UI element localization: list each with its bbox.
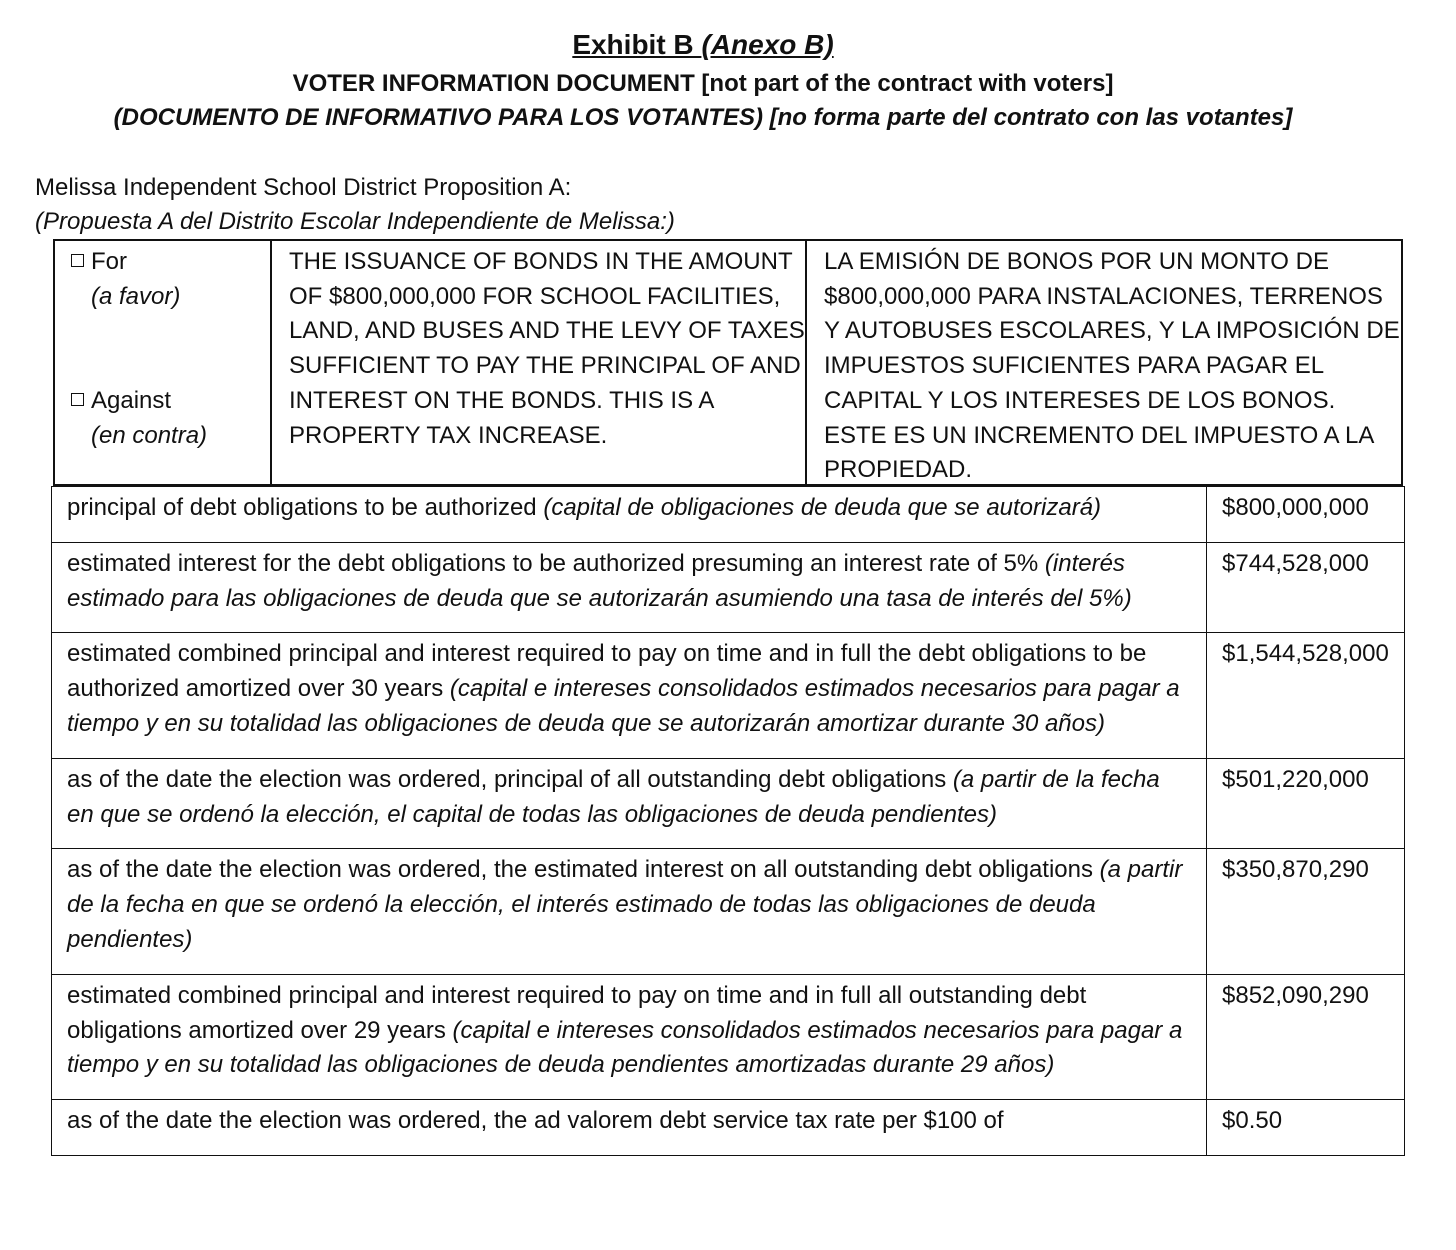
exhibit-title-en: Exhibit B <box>572 29 702 60</box>
row-label <box>52 974 1207 1099</box>
ballot-table <box>53 239 1403 486</box>
ballot-choice-cell <box>55 241 272 484</box>
row-amount: $501,220,000 <box>1207 758 1405 849</box>
label-spanish: (capital e intereses consolidados estimados necesarios para pagar a tiempo y en su totalidad las obligaciones de deuda que se autorizarán amortizar durante 30 años) <box>67 675 1180 737</box>
row-amount: $0.50 <box>1207 1100 1405 1156</box>
row-amount: $852,090,290 <box>1207 974 1405 1099</box>
row-amount: $1,544,528,000 <box>1207 633 1405 758</box>
proposition-heading: Melissa Independent School District Proposition A: <box>35 174 572 201</box>
row-amount: $800,000,000 <box>1207 487 1405 543</box>
label-spanish: (interés estimado para las obligaciones de deuda que se autorizarán asumiendo una tasa de interés del 5%) <box>67 549 1132 612</box>
document-title: VOTER INFORMATION DOCUMENT [not part of the contract with voters] <box>292 70 1114 97</box>
table-row <box>52 487 1405 543</box>
label-english: as of the date the election was ordered, the ad valorem debt service tax rate per $100 of <box>67 1107 1004 1135</box>
label-english: principal of debt obligations to be authorized <box>67 494 544 521</box>
row-label <box>52 633 1207 758</box>
exhibit-title-es: (Anexo B) <box>701 29 834 60</box>
ballot-choice-for[interactable] <box>71 245 270 314</box>
row-label <box>52 758 1207 849</box>
table-row <box>52 849 1405 974</box>
debt-information-table <box>51 486 1405 1156</box>
for-label-spanish: (a favor) <box>91 282 181 310</box>
proposition-heading-spanish: (Propuesta A del Distrito Escolar Independiente de Melissa:) <box>35 208 675 235</box>
table-row <box>52 1100 1405 1156</box>
against-label: Against <box>91 387 172 414</box>
ballot-text-spanish: LA EMISIÓN DE BONOS POR UN MONTO DE $800,000,000 PARA INSTALACIONES, TERRENOS Y AUTOBUSES ESCOLARES, Y LA IMPOSICIÓN DE IMPUESTOS SUFICIENTES PARA PAGAR EL CAPITAL Y LOS INTERESES DE LOS BONOS. ESTE ES UN INCREMENTO DEL IMPUESTO A LA PROPIEDAD. <box>824 248 1400 484</box>
label-english: estimated combined principal and interest required to pay on time and in full all outstanding debt obligations amortized over 29 years <box>67 981 1087 1044</box>
label-spanish: (a partir de la fecha en que se ordenó la elección, el interés estimado de todas las obligaciones de deuda pendientes) <box>67 856 1183 953</box>
label-english: estimated interest for the debt obligations to be authorized presuming an interest rate of 5% <box>67 549 1045 577</box>
row-label <box>52 542 1207 633</box>
label-spanish: (capital e intereses consolidados estimados necesarios para pagar a tiempo y en su totalidad las obligaciones de deuda pendientes amortizadas durante 29 años) <box>67 1016 1183 1079</box>
table-row <box>52 542 1405 633</box>
checkbox-for[interactable] <box>71 254 84 267</box>
for-label: For <box>91 248 127 275</box>
row-amount: $744,528,000 <box>1207 542 1405 633</box>
table-row <box>52 974 1405 1099</box>
against-label-spanish: (en contra) <box>91 421 208 449</box>
exhibit-title <box>0 28 1406 62</box>
label-english: estimated combined principal and interest required to pay on time and in full the debt obligations to be authorized amortized over 30 years <box>67 640 1147 703</box>
ballot-choice-against[interactable] <box>71 384 207 453</box>
row-label <box>52 1100 1207 1156</box>
row-label <box>52 487 1207 543</box>
checkbox-against[interactable] <box>71 393 84 406</box>
label-english: as of the date the election was ordered, the estimated interest on all outstanding debt obligations <box>67 856 1100 884</box>
ballot-text-english: THE ISSUANCE OF BONDS IN THE AMOUNT OF $800,000,000 FOR SCHOOL FACILITIES, LAND, AND BUSES AND THE LEVY OF TAXES SUFFICIENT TO PAY THE PRINCIPAL OF AND INTEREST ON THE BONDS. THIS IS A PROPERTY TAX INCREASE. <box>272 241 807 484</box>
row-label <box>52 849 1207 974</box>
label-spanish: (a partir de la fecha en que se ordenó la elección, el capital de todas las obligaciones de deuda pendientes) <box>67 765 1160 828</box>
row-amount: $350,870,290 <box>1207 849 1405 974</box>
table-row <box>52 758 1405 849</box>
label-english: as of the date the election was ordered, principal of all outstanding debt obligations <box>67 765 953 793</box>
table-row <box>52 633 1405 758</box>
label-spanish: (capital de obligaciones de deuda que se autorizará) <box>543 494 1102 521</box>
document-title-spanish: (DOCUMENTO DE INFORMATIVO PARA LOS VOTANTES) [no forma parte del contrato con las votantes] <box>113 104 1293 131</box>
